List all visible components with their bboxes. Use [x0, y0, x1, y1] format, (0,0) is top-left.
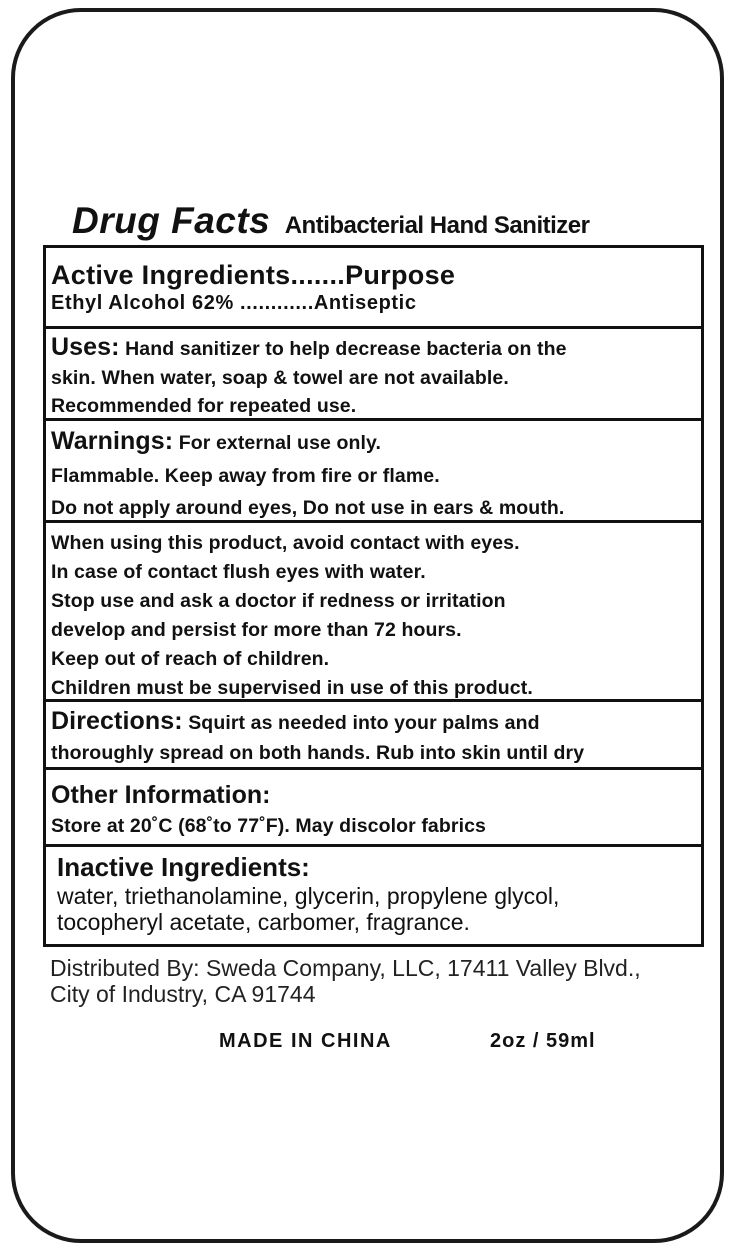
when-using-line-5: Children must be supervised in use of this product. [51, 677, 533, 699]
when-using-line-3: Stop use and ask a doctor if redness or irritation [51, 590, 506, 612]
drug-facts-panel [43, 245, 704, 947]
active-ingredient-line: Ethyl Alcohol 62% ............Antiseptic [51, 292, 417, 314]
directions-section [46, 702, 701, 770]
made-in-label: MADE IN CHINA [219, 1030, 392, 1052]
directions-label: Directions: [51, 707, 183, 735]
active-ingredients-section [46, 248, 701, 329]
distributor-line-2: City of Industry, CA 91744 [50, 981, 316, 1007]
warnings-line-3: Do not apply around eyes, Do not use in ears & mouth. [51, 497, 565, 519]
when-using-line-2: In case of contact flush eyes with water. [51, 561, 426, 583]
active-ingredients-header: Active Ingredients.......Purpose [51, 260, 456, 290]
net-size-label: 2oz / 59ml [490, 1030, 596, 1052]
directions-line-2: thoroughly spread on both hands. Rub into skin until dry [51, 742, 585, 764]
when-using-section [46, 523, 701, 702]
drug-facts-title: Drug Facts [72, 200, 271, 241]
drug-facts-heading [72, 200, 712, 242]
uses-line-3: Recommended for repeated use. [51, 395, 357, 417]
when-using-line-4: develop and persist for more than 72 hours. [51, 619, 462, 641]
inactive-ingredients-label: Inactive Ingredients: [57, 852, 310, 882]
distributor-info [50, 955, 720, 1007]
uses-line-2: skin. When water, soap & towel are not available. [51, 367, 509, 389]
warnings-line-2: Flammable. Keep away from fire or flame. [51, 465, 440, 487]
warnings-label: Warnings: [51, 427, 174, 455]
warnings-section [46, 421, 701, 523]
uses-section [46, 329, 701, 421]
keep-out-of-reach: Keep out of reach of children. [51, 648, 330, 670]
uses-label: Uses: [51, 333, 120, 361]
other-information-line-1: Store at 20˚C (68˚to 77˚F). May discolor fabrics [51, 815, 486, 837]
distributor-line-1: Distributed By: Sweda Company, LLC, 17411 Valley Blvd., [50, 955, 641, 981]
warnings-line-1: For external use only. [173, 432, 382, 454]
directions-line-1: Squirt as needed into your palms and [182, 712, 540, 734]
uses-line-1: Hand sanitizer to help decrease bacteria on the [119, 338, 567, 360]
when-using-line-1: avoid contact with eyes. [287, 532, 520, 554]
inactive-ingredients-line-2: tocopheryl acetate, carbomer, fragrance. [57, 909, 470, 935]
when-using-label: When using this product, [51, 532, 288, 554]
inactive-ingredients-line-1: water, triethanolamine, glycerin, propylene glycol, [57, 883, 560, 909]
other-information-section [46, 770, 701, 847]
product-name: Antibacterial Hand Sanitizer [284, 212, 590, 239]
other-information-label: Other Information: [51, 781, 271, 809]
inactive-ingredients-section [46, 847, 701, 944]
